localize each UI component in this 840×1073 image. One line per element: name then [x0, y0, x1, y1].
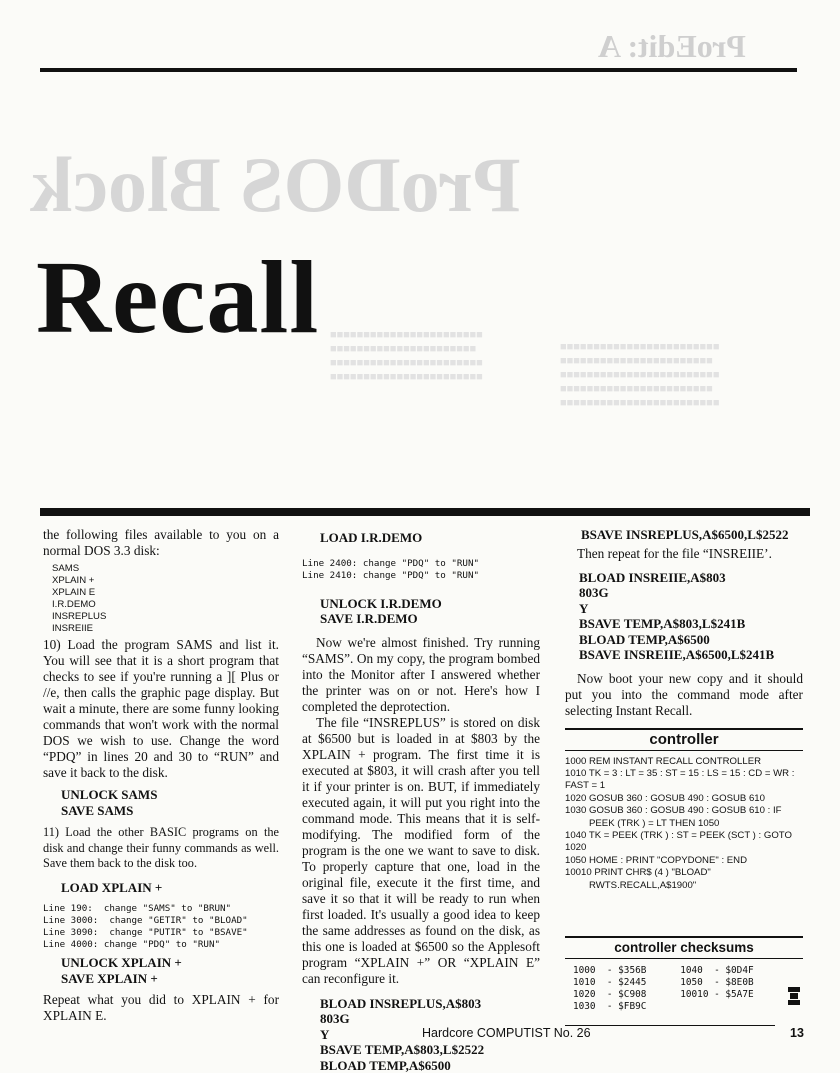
column-1	[43, 527, 279, 1024]
paragraph: Now we're almost finished. Try running “SAMS”. On my copy, the program bombed into the Monitor after I answered whether the printer was on or not. Here's how I completed the deprotection.	[302, 635, 540, 715]
command-line: BSAVE TEMP,A$803,L$241B	[565, 616, 803, 632]
list-item: XPLAIN E	[52, 587, 279, 599]
listing-line: 10010 PRINT CHR$ (4 ) "BLOAD" RWTS.RECALL,A$1900"	[565, 867, 803, 892]
command-line: BLOAD INSREIIE,A$803	[565, 570, 803, 586]
listing-line: 1030 GOSUB 360 : GOSUB 490 : GOSUB 610 : IF PEEK (TRK ) = LT THEN 1050	[565, 805, 803, 830]
step-10-text: 10) Load the program SAMS and list it. You will see that it is a short program that checks to see if you're running a ][ Plus or //e, then calls the graphic page display. But wait a minute, there are some funny looking commands that won't work with the normal DOS we wish to use. Change the word “PDQ” in lines 20 and 30 to “RUN” and save it back to the disk.	[43, 637, 279, 781]
command-line: BLOAD TEMP,A$6500	[565, 632, 803, 648]
end-rule	[565, 1025, 775, 1026]
listing-line: 1040 TK = PEEK (TRK ) : ST = PEEK (SCT ) : GOTO 1020	[565, 830, 803, 855]
listing-line: 1020 GOSUB 360 : GOSUB 490 : GOSUB 610	[565, 793, 803, 805]
command-line: SAVE SAMS	[43, 803, 279, 819]
repeat-text: Repeat what you did to XPLAIN + for XPLAIN E.	[43, 992, 279, 1024]
command-line: LOAD XPLAIN +	[43, 880, 279, 896]
command-block	[43, 955, 279, 986]
command-line: 803G	[565, 585, 803, 601]
checksum-table: 1000 - $356B 1040 - $0D4F 1010 - $2445 1050 - $8E0B 1020 - $C908 10010 - $5A7E 1030 - $FB9C	[565, 965, 803, 1013]
listing-line: 1050 HOME : PRINT "COPYDONE" : END	[565, 855, 803, 867]
paragraph: Then repeat for the file “INSREIIE’.	[565, 546, 803, 562]
command-block	[43, 787, 279, 818]
command-line: BSAVE INSREPLUS,A$6500,L$2522	[565, 527, 803, 543]
code-block: Line 2400: change "PDQ" to "RUN" Line 2410: change "PDQ" to "RUN"	[302, 558, 540, 582]
page-number: 13	[790, 1026, 804, 1040]
listing-line: 1000 REM INSTANT RECALL CONTROLLER	[565, 756, 803, 768]
step-11-text: 11) Load the other BASIC programs on the disk and change their funny commands as well. Save them back to the disk too.	[43, 825, 279, 872]
list-item: I.R.DEMO	[52, 599, 279, 611]
ghost-running-head: ProEdit: A	[598, 28, 746, 65]
ghost-title: ProDOS Block	[30, 140, 520, 230]
file-list	[43, 563, 279, 635]
command-line: LOAD I.R.DEMO	[302, 530, 540, 546]
command-block	[565, 570, 803, 663]
list-item: XPLAIN +	[52, 575, 279, 587]
command-line: SAVE I.R.DEMO	[302, 611, 540, 627]
ghost-text-block: ■■■■■■■■■■■■■■■■■■■■■■■ ■■■■■■■■■■■■■■■■■■■■■■ ■■■■■■■■■■■■■■■■■■■■■■■ ■■■■■■■■■■■■■■■■■■■■■■■	[330, 328, 530, 428]
command-line: BLOAD INSREPLUS,A$803	[302, 996, 540, 1012]
command-line: BSAVE INSREIIE,A$6500,L$241B	[565, 647, 803, 663]
code-listing	[565, 756, 803, 892]
column-2	[302, 527, 540, 1073]
top-rule	[40, 68, 797, 72]
list-item: INSREPLUS	[52, 611, 279, 623]
section-rule	[40, 508, 810, 516]
list-item: INSREIIE	[52, 623, 279, 635]
command-line: BLOAD TEMP,A$6500	[302, 1058, 540, 1073]
paragraph: The file “INSREPLUS” is stored on disk at $6500 but is loaded in at $803 by the XPLAIN + program. The first time it is executed at $803, it will crash after you tell it if your printer is on. BUT, if immediately executed again, it will put you right into the command mode. This means that it is self-modifying. The modified form of the program is the one we want to save to disk. To properly capture that one, load in the original file, execute it the first time, and save it so that it will be ready to run when first loaded. It's usually a good idea to keep the same addresses as found on the disk, as this one is loaded at $6500 so the Applesoft program “XPLAIN +” OR “XPLAIN E” can reconfigure it.	[302, 715, 540, 987]
command-line: Y	[302, 1027, 540, 1043]
command-line: SAVE XPLAIN +	[43, 971, 279, 987]
command-line: BSAVE TEMP,A$803,L$2522	[302, 1042, 540, 1058]
end-mark-icon	[787, 985, 801, 1007]
paragraph: Now boot your new copy and it should put you into the command mode after selecting Instant Recall.	[565, 671, 803, 719]
command-line: Y	[565, 601, 803, 617]
code-block: Line 190: change "SAMS" to "BRUN" Line 3000: change "GETIR" to "BLOAD" Line 3090: change "PUTIR" to "BSAVE" Line 4000: change "PDQ" to "RUN"	[43, 903, 279, 951]
intro-text: the following files available to you on a normal DOS 3.3 disk:	[43, 527, 279, 559]
article-title: Recall	[36, 248, 319, 348]
controller-heading: controller	[565, 728, 803, 751]
command-line: UNLOCK XPLAIN +	[43, 955, 279, 971]
column-3	[565, 527, 803, 1026]
command-block	[302, 596, 540, 627]
ghost-text-block: ■■■■■■■■■■■■■■■■■■■■■■■■ ■■■■■■■■■■■■■■■■■■■■■■■ ■■■■■■■■■■■■■■■■■■■■■■■■ ■■■■■■■■■■■■■■■■■■■■■■■ ■■■■■■■■■■■■■■■■■■■■■■■■	[560, 340, 790, 480]
command-line: 803G	[302, 1011, 540, 1027]
list-item: SAMS	[52, 563, 279, 575]
checksums-heading: controller checksums	[565, 936, 803, 959]
footer-publication: Hardcore COMPUTIST No. 26	[422, 1026, 591, 1040]
command-line: UNLOCK I.R.DEMO	[302, 596, 540, 612]
listing-line: 1010 TK = 3 : LT = 35 : ST = 15 : LS = 15 : CD = WR : FAST = 1	[565, 768, 803, 793]
command-line: UNLOCK SAMS	[43, 787, 279, 803]
